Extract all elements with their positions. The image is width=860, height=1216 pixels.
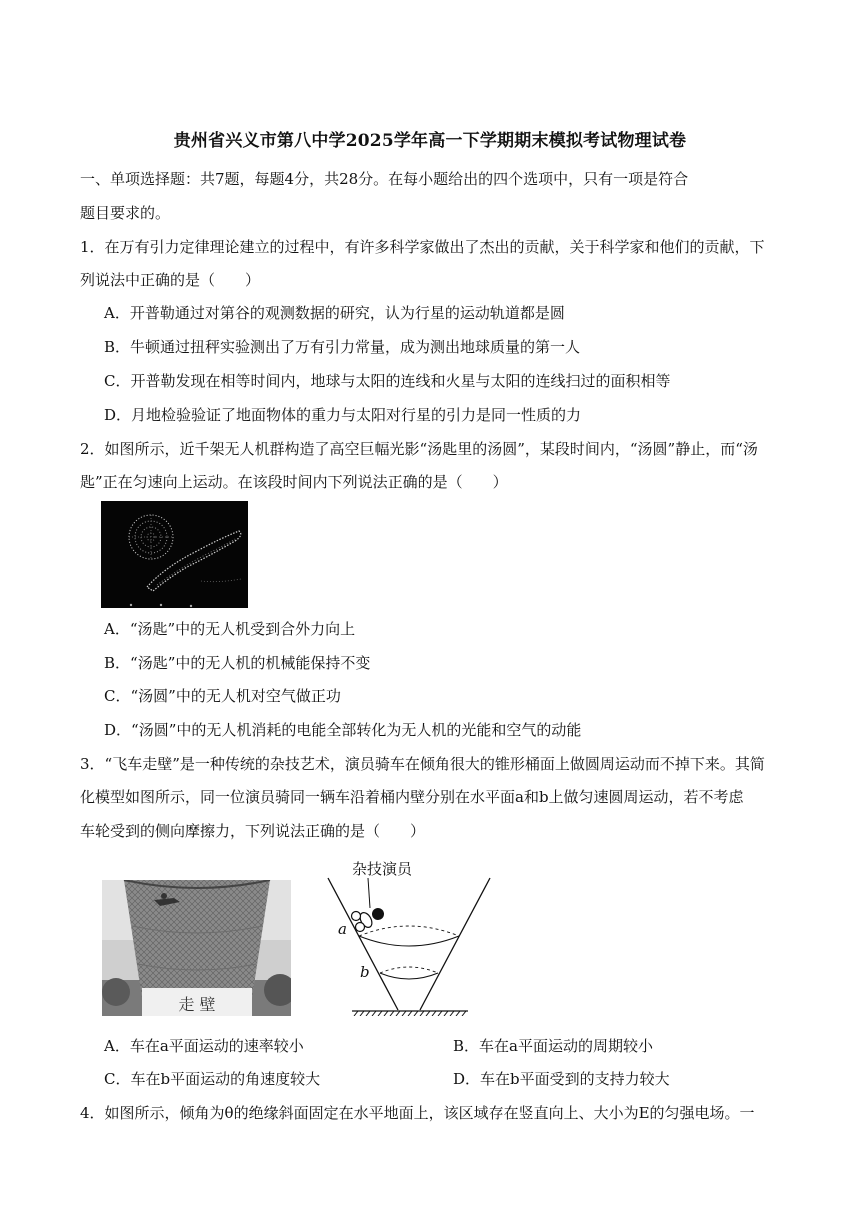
- q3-stem-line2: 化模型如图所示，同一位演员骑同一辆车沿着桶内壁分别在水平面a和b上做匀速圆周运动，若不考虑: [80, 788, 744, 806]
- cone-model-diagram: [322, 854, 500, 1016]
- q1-option-b: B．牛顿通过扭秤实验测出了万有引力常量，成为测出地球质量的第一人: [104, 338, 581, 356]
- q1-stem-line1: 1．在万有引力定律理论建立的过程中，有许多科学家做出了杰出的贡献，关于科学家和他们的贡献，下: [80, 238, 765, 256]
- q3-stem-line3: 车轮受到的侧向摩擦力，下列说法正确的是（ ）: [80, 822, 426, 840]
- plane-b-label: b: [360, 963, 370, 981]
- q2-stem-line2: 匙”正在匀速向上运动。在该段时间内下列说法正确的是（ ）: [80, 473, 508, 491]
- q4-stem-line1: 4．如图所示，倾角为θ的绝缘斜面固定在水平地面上，该区域存在竖直向上、大小为E的匀强电场。一: [80, 1104, 755, 1122]
- q1-option-d: D．月地检验验证了地面物体的重力与太阳对行星的引力是同一性质的力: [104, 406, 582, 424]
- drone-show-photo: [101, 501, 248, 608]
- q1-option-a: A．开普勒通过对第谷的观测数据的研究，认为行星的运动轨道都是圆: [104, 304, 565, 322]
- q2-stem-line1: 2．如图所示，近千架无人机群构造了高空巨幅光影“汤匙里的汤圆”，某段时间内，“汤圆”静止，而“汤: [80, 440, 758, 458]
- q1-option-c: C．开普勒发现在相等时间内，地球与太阳的连线和火星与太阳的连线扫过的面积相等: [104, 372, 671, 390]
- q1-stem-line2: 列说法中正确的是（ ）: [80, 271, 261, 289]
- section-instruction-line1: 一、单项选择题：共7题，每题4分，共28分。在每小题给出的四个选项中，只有一项是符合: [80, 170, 689, 188]
- photo-sign-text: 走 壁: [178, 995, 216, 1014]
- exam-title: 贵州省兴义市第八中学2025学年高一下学期期末模拟考试物理试卷: [173, 131, 687, 151]
- q2-option-d: D．“汤圆”中的无人机消耗的电能全部转化为无人机的光能和空气的动能: [104, 721, 582, 739]
- q2-option-a: A．“汤匙”中的无人机受到合外力向上: [104, 620, 356, 638]
- plane-a-label: a: [338, 920, 347, 938]
- acrobat-label: 杂技演员: [352, 860, 413, 878]
- q2-option-b: B．“汤匙”中的无人机的机械能保持不变: [104, 654, 371, 672]
- q3-option-b: B．车在a平面运动的周期较小: [453, 1037, 653, 1055]
- wall-riding-photo: [102, 880, 291, 1016]
- section-instruction-line2: 题目要求的。: [80, 204, 171, 222]
- q2-option-c: C．“汤圆”中的无人机对空气做正功: [104, 687, 341, 705]
- q3-option-a: A．车在a平面运动的速率较小: [104, 1037, 304, 1055]
- q3-stem-line1: 3．“飞车走壁”是一种传统的杂技艺术，演员骑车在倾角很大的锥形桶面上做圆周运动而不掉下来。其简: [80, 755, 765, 773]
- q3-option-c: C．车在b平面运动的角速度较大: [104, 1070, 321, 1088]
- q3-option-d: D．车在b平面受到的支持力较大: [453, 1070, 670, 1088]
